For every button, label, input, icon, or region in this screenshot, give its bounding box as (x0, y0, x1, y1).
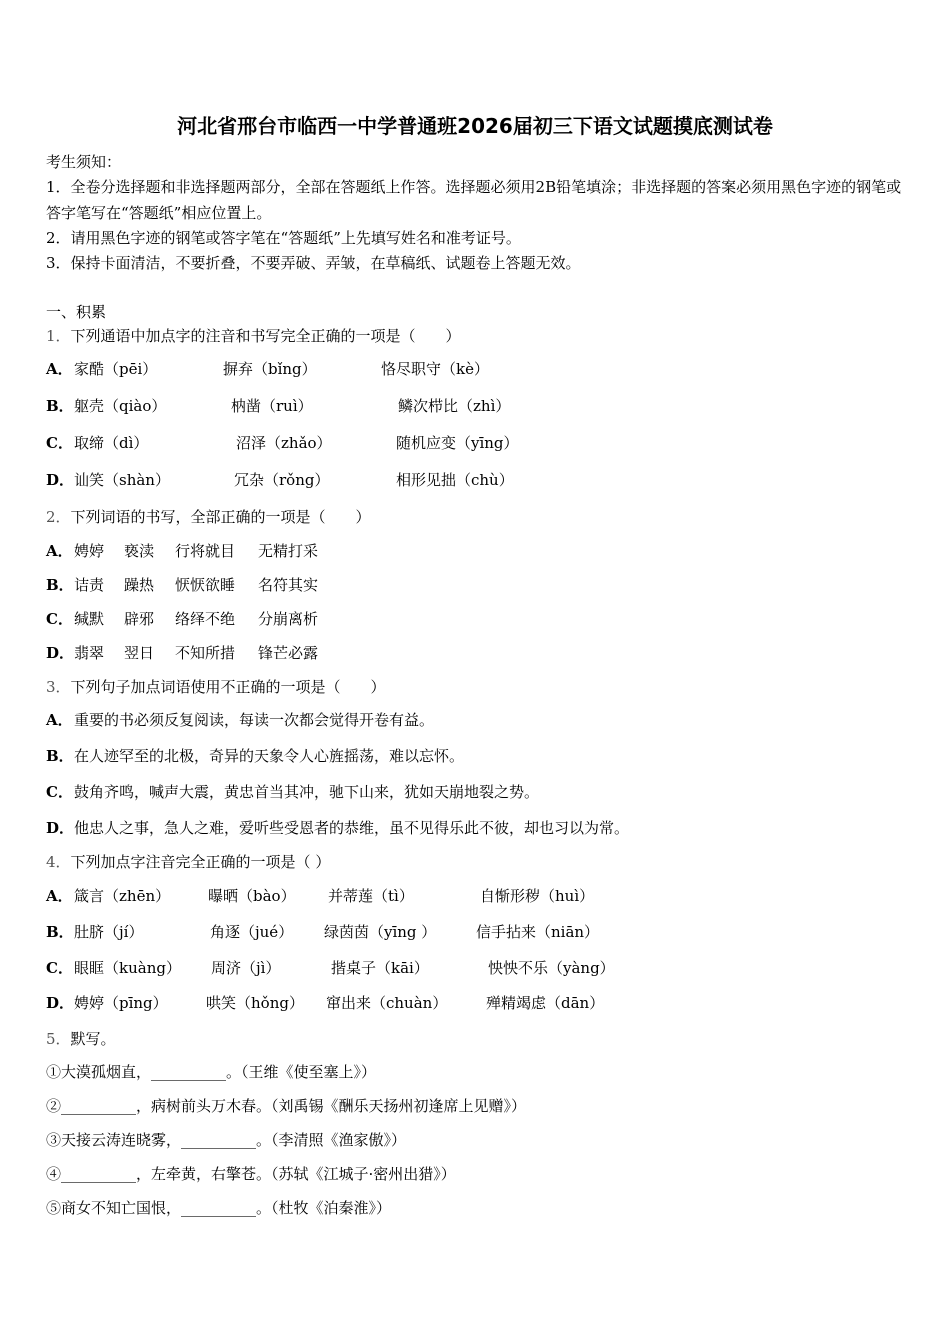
option-item: 周济（jì） (211, 959, 281, 977)
option-item: 躁热 (124, 576, 155, 594)
question-number: 3． (46, 678, 71, 696)
option-item: 讪笑（shàn） (74, 471, 170, 489)
option-item: 信手拈来（niān） (476, 923, 600, 941)
option-item: 家酷（pēi） (74, 360, 158, 378)
q3-option-b (46, 745, 906, 767)
option-item: 娉婷（pīng） (74, 994, 168, 1012)
option-text: 重要的书必须反复阅读，每读一次都会觉得开卷有益。 (74, 711, 435, 729)
q4-option-b (46, 921, 906, 943)
option-letter: D． (46, 644, 75, 662)
option-letter: B． (46, 923, 74, 941)
option-letter: C． (46, 434, 73, 452)
option-text: 他忠人之事，急人之难，爱听些受恩者的恭维，虽不见得乐此不彼，却也习以为常。 (74, 819, 630, 837)
dictation-line-1: ①大漠孤烟直，__________。（王维《使至塞上》） (46, 1063, 377, 1081)
dictation-line-2: ②__________，病树前头万木春。（刘禹锡《酬乐天扬州初逢席上见赠》） (46, 1097, 527, 1115)
option-item: 分崩离析 (258, 610, 319, 628)
option-item: 缄默 (74, 610, 105, 628)
option-item: 枘凿（ruì） (231, 397, 313, 415)
option-letter: B． (46, 747, 74, 765)
option-item: 自惭形秽（huì） (480, 887, 595, 905)
option-item: 肚脐（jí） (74, 923, 144, 941)
option-item: 沼泽（zhǎo） (236, 434, 332, 452)
notice-item-3: 3．保持卡面清洁，不要折叠，不要弄破、弄皱，在草稿纸、试题卷上答题无效。 (46, 254, 581, 272)
dictation-line-5: ⑤商女不知亡国恨，__________。（杜牧《泊秦淮》） (46, 1199, 392, 1217)
q1-option-b (46, 395, 906, 417)
option-item: 无精打采 (258, 542, 319, 560)
option-letter: A． (46, 711, 73, 729)
q3-option-c (46, 781, 906, 803)
option-item: 不知所措 (175, 644, 236, 662)
question-1-stem (46, 326, 461, 346)
q1-option-a (46, 358, 906, 380)
q4-option-c (46, 957, 906, 979)
question-text: 下列加点字注音完全正确的一项是（ ） (70, 853, 331, 871)
option-letter: A． (46, 360, 73, 378)
option-item: 窜出来（chuàn） (326, 994, 448, 1012)
option-item: 曝晒（bào） (208, 887, 296, 905)
option-letter: B． (46, 397, 74, 415)
option-item: 娉婷 (74, 542, 105, 560)
dictation-line-3: ③天接云涛连晓雾，__________。（李清照《渔家傲》） (46, 1131, 407, 1149)
question-number: 4． (46, 853, 71, 871)
option-letter: C． (46, 783, 73, 801)
option-letter: A． (46, 542, 73, 560)
option-text: 在人迹罕至的北极，奇异的天象令人心旌摇荡，难以忘怀。 (74, 747, 465, 765)
question-number: 5． (46, 1030, 71, 1048)
q2-option-b (46, 574, 906, 596)
option-item: 翡翠 (74, 644, 105, 662)
question-2-stem (46, 507, 371, 527)
option-item: 诘责 (74, 576, 105, 594)
question-number: 1． (46, 327, 71, 345)
question-text: 下列句子加点词语使用不正确的一项是（ ） (70, 678, 386, 696)
option-item: 恪尽职守（kè） (381, 360, 489, 378)
option-item: 亵渎 (124, 542, 155, 560)
option-item: 角逐（jué） (210, 923, 294, 941)
option-item: 辟邪 (124, 610, 155, 628)
page-title: 河北省邢台市临西一中学普通班2026届初三下语文试题摸底测试卷 (177, 114, 773, 138)
option-item: 恹恹欲睡 (175, 576, 236, 594)
option-item: 络绎不绝 (175, 610, 236, 628)
question-text: 下列词语的书写，全部正确的一项是（ ） (70, 508, 371, 526)
option-item: 摒弃（bǐng） (223, 360, 317, 378)
q4-option-d (46, 992, 906, 1014)
option-letter: D． (46, 471, 75, 489)
option-item: 相形见拙（chù） (396, 471, 514, 489)
question-5-stem (46, 1029, 116, 1049)
question-text: 默写。 (70, 1030, 116, 1048)
question-4-stem (46, 852, 330, 872)
option-letter: D． (46, 994, 75, 1012)
option-item: 怏怏不乐（yàng） (488, 959, 615, 977)
option-item: 绿茵茵（yīng ） (324, 923, 437, 941)
dictation-line-4: ④__________，左牵黄，右擎苍。（苏轼《江城子·密州出猎》） (46, 1165, 456, 1183)
option-item: 锋芒必露 (258, 644, 319, 662)
q1-option-d (46, 469, 906, 491)
option-letter: C． (46, 959, 73, 977)
option-item: 殚精竭虑（dān） (486, 994, 605, 1012)
section-heading: 一、积累 (46, 303, 107, 321)
notice-item-1: 1．全卷分选择题和非选择题两部分，全部在答题纸上作答。选择题必须用2B铅笔填涂；非选择题的答案必须用黑色字迹的钢笔或答字笔写在“答题纸”相应位置上。 (46, 178, 902, 222)
option-item: 箴言（zhēn） (74, 887, 171, 905)
q2-option-d (46, 642, 906, 664)
option-letter: C． (46, 610, 73, 628)
question-text: 下列通语中加点字的注音和书写完全正确的一项是（ ） (70, 327, 461, 345)
option-item: 哄笑（hǒng） (206, 994, 304, 1012)
option-letter: B． (46, 576, 74, 594)
q3-option-d (46, 817, 906, 839)
option-item: 眼眶（kuàng） (74, 959, 181, 977)
q4-option-a (46, 885, 906, 907)
option-item: 冗杂（rǒng） (234, 471, 330, 489)
option-item: 名符其实 (258, 576, 319, 594)
option-item: 并蒂莲（tì） (328, 887, 414, 905)
option-item: 揩桌子（kāi） (331, 959, 429, 977)
option-item: 行将就目 (175, 542, 236, 560)
option-letter: D． (46, 819, 75, 837)
question-3-stem (46, 677, 386, 697)
option-item: 取缔（dì） (74, 434, 149, 452)
q1-option-c (46, 432, 906, 454)
q2-option-c (46, 608, 906, 630)
q2-option-a (46, 540, 906, 562)
option-letter: A． (46, 887, 73, 905)
option-item: 鳞次栉比（zhì） (398, 397, 511, 415)
option-item: 随机应变（yīng） (396, 434, 519, 452)
notice-item-2: 2．请用黑色字迹的钢笔或答字笔在“答题纸”上先填写姓名和准考证号。 (46, 229, 521, 247)
option-item: 翌日 (124, 644, 155, 662)
question-number: 2． (46, 508, 71, 526)
option-text: 鼓角齐鸣，喊声大震，黄忠首当其冲，驰下山来，犹如天崩地裂之势。 (74, 783, 540, 801)
notice-heading: 考生须知： (46, 153, 122, 171)
q3-option-a (46, 709, 906, 731)
option-item: 躯壳（qiào） (74, 397, 167, 415)
